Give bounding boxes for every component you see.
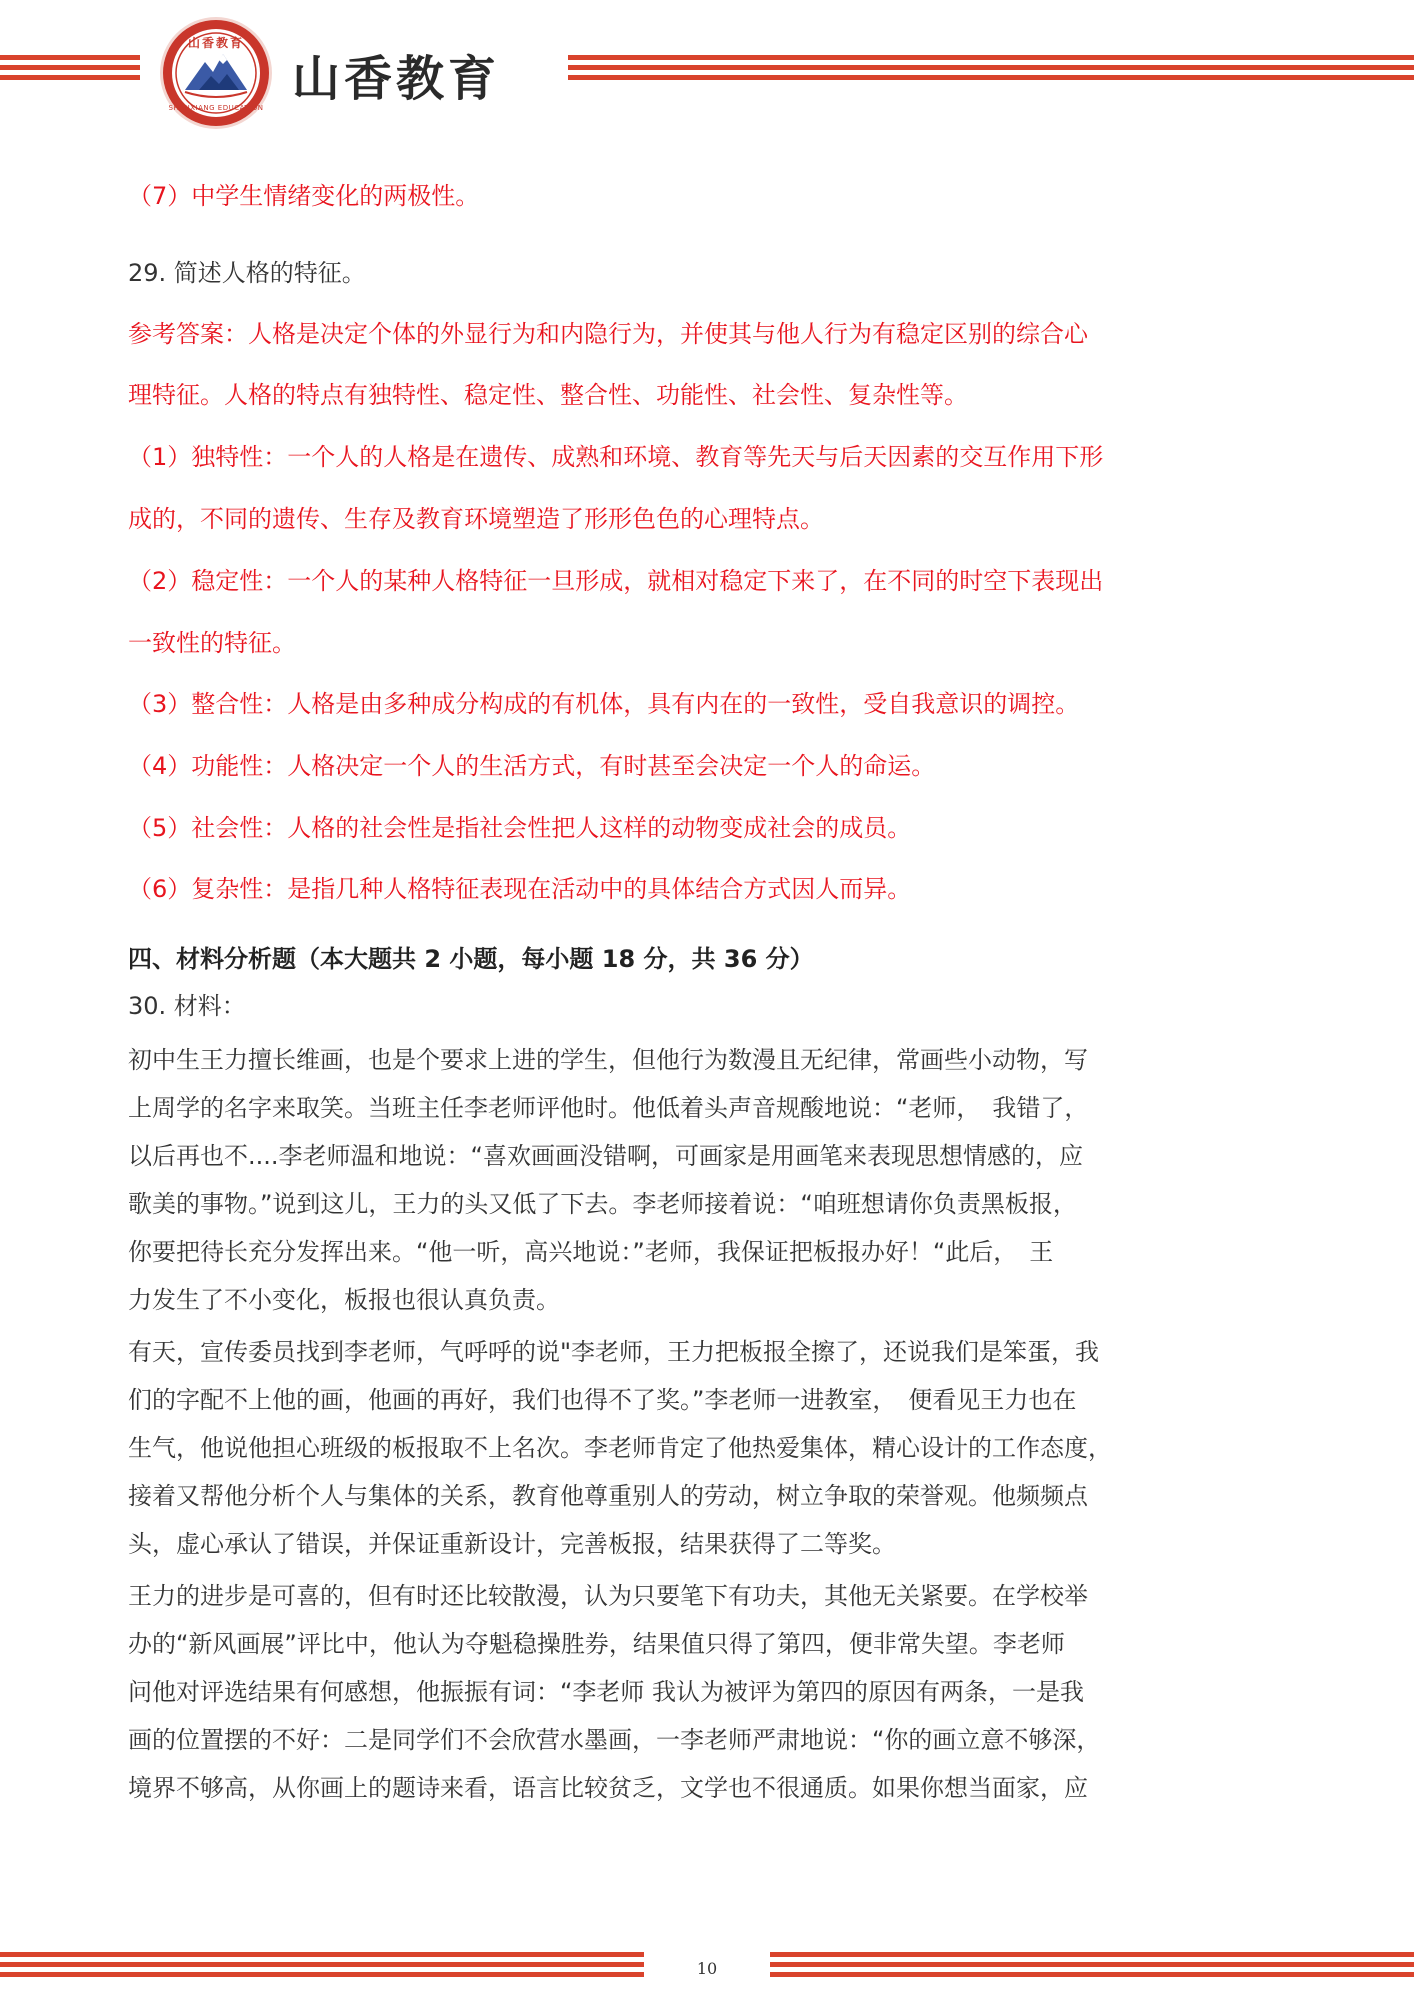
brand-title: 山香教育 (292, 51, 501, 107)
material-paragraph-1 (128, 1036, 1286, 1324)
material-line: 头，虚心承认了错误，并保证重新设计，完善板报，结果获得了二等奖。 (128, 1530, 896, 1558)
material-line: 力发生了不小变化，板报也很认真负责。 (128, 1286, 560, 1314)
header-stripes-right (568, 55, 1414, 85)
answer-item-7: （7）中学生情绪变化的两极性。 (128, 182, 480, 210)
footer-stripes-right (770, 1952, 1414, 1982)
logo-badge (163, 20, 269, 126)
material-line: 上周学的名字来取笑。当班主任李老师评他时。他低着头声音规酸地说：“老师， 我错了， (128, 1094, 1089, 1122)
logo-ring-text: SHANXIANG EDUCATION (168, 104, 264, 112)
material-line: 接着又帮他分析个人与集体的关系，教育他尊重别人的劳动，树立争取的荣誉观。他频频点 (128, 1482, 1088, 1510)
answer-line: 参考答案：人格是决定个体的外显行为和内隐行为，并使其与他人行为有稳定区别的综合心 (128, 320, 1088, 348)
material-line: 初中生王力擅长维画，也是个要求上进的学生，但他行为数漫且无纪律，常画些小动物，写 (128, 1046, 1088, 1074)
answer-line: （2）稳定性：一个人的某种人格特征一旦形成，就相对稳定下来了，在不同的时空下表现出 (128, 567, 1104, 595)
answer-line: （4）功能性：人格决定一个人的生活方式，有时甚至会决定一个人的命运。 (128, 752, 936, 780)
answer-line: （1）独特性：一个人的人格是在遗传、成熟和环境、教育等先天与后天因素的交互作用下形 (128, 443, 1104, 471)
material-line: 们的字配不上他的画，他画的再好，我们也得不了奖。”李老师一进教室， 便看见王力也在 (128, 1386, 1077, 1414)
answer-line: （6）复杂性：是指几种人格特征表现在活动中的具体结合方式因人而异。 (128, 875, 912, 903)
material-paragraph-2 (128, 1328, 1286, 1568)
question-30-label: 30. 材料： (128, 992, 246, 1020)
footer-stripes-left (0, 1952, 644, 1982)
answer-line: 理特征。人格的特点有独特性、稳定性、整合性、功能性、社会性、复杂性等。 (128, 381, 968, 409)
header-stripes-left (0, 55, 140, 85)
material-line: 问他对评选结果有何感想，他振振有词：“李老师 我认为被评为第四的原因有两条，一是我 (128, 1678, 1085, 1706)
question-29: 29. 简述人格的特征。 (128, 259, 366, 287)
page-number: 10 (696, 1959, 718, 1978)
material-line: 歌美的事物。”说到这儿，王力的头又低了下去。李老师接着说：“咱班想请你负责黑板报， (128, 1190, 1077, 1218)
material-line: 王力的进步是可喜的，但有时还比较散漫，认为只要笔下有功夫，其他无关紧要。在学校举 (128, 1582, 1088, 1610)
material-line: 以后再也不....李老师温和地说：“喜欢画画没错啊，可画家是用画笔来表现思想情感的，应 (128, 1142, 1083, 1170)
material-line: 有天，宣传委员找到李老师，气呼呼的说"李老师，王力把板报全擦了，还说我们是笨蛋，我 (128, 1338, 1100, 1366)
material-line: 办的“新风画展”评比中，他认为夺魁稳操胜券，结果值只得了第四，便非常失望。李老师 (128, 1630, 1065, 1658)
material-line: 你要把待长充分发挥出来。“他一听，高兴地说：”老师，我保证把板报办好！“此后， 王 (128, 1238, 1054, 1266)
material-line: 生气，他说他担心班级的板报取不上名次。李老师肯定了他热爱集体，精心设计的工作态度， (128, 1434, 1112, 1462)
material-line: 境界不够高，从你画上的题诗来看，语言比较贫乏，文学也不很通质。如果你想当面家，应 (128, 1774, 1088, 1802)
answer-line: 一致性的特征。 (128, 629, 296, 657)
material-line: 画的位置摆的不好：二是同学们不会欣营水墨画，一李老师严肃地说：“你的画立意不够深， (128, 1726, 1101, 1754)
answer-line: （5）社会性：人格的社会性是指社会性把人这样的动物变成社会的成员。 (128, 814, 912, 842)
material-paragraph-3 (128, 1572, 1286, 1812)
answer-line: （3）整合性：人格是由多种成分构成的有机体，具有内在的一致性，受自我意识的调控。 (128, 690, 1080, 718)
logo-top-text: 山香教育 (187, 36, 244, 50)
section-heading: 四、材料分析题（本大题共 2 小题，每小题 18 分，共 36 分） (128, 945, 814, 973)
answer-line: 成的，不同的遗传、生存及教育环境塑造了形形色色的心理特点。 (128, 505, 824, 533)
